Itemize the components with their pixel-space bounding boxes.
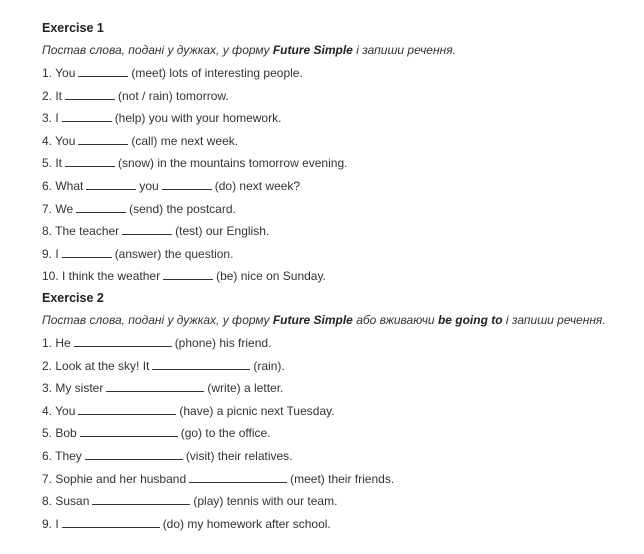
answer-blank[interactable]	[85, 447, 183, 460]
item-lead: 9. I	[42, 516, 59, 531]
item-rest: (meet) their friends.	[290, 471, 395, 486]
exercise-item	[42, 62, 632, 85]
answer-blank[interactable]	[152, 357, 250, 370]
instruction-text: або вживаючи	[352, 312, 438, 327]
answer-blank[interactable]	[78, 402, 176, 415]
instruction-bold: Future Simple	[272, 43, 353, 57]
item-lead: 9. I	[42, 246, 59, 261]
answer-blank[interactable]	[62, 515, 160, 528]
item-rest: (not / rain) tomorrow.	[118, 88, 229, 103]
exercise-item	[42, 198, 632, 221]
item-lead: 3. My sister	[42, 381, 104, 396]
item-rest: (help) you with your homework.	[114, 111, 282, 126]
item-lead: 6. What	[42, 178, 84, 193]
item-rest: (call) me next week.	[131, 133, 239, 148]
item-rest: (snow) in the mountains tomorrow evening.	[118, 156, 348, 171]
exercise-item	[42, 243, 632, 266]
item-lead: 8. The teacher	[42, 224, 120, 239]
item-middle: you	[139, 178, 159, 193]
exercise-item	[42, 107, 632, 130]
item-lead: 1. You	[42, 66, 76, 80]
exercise-item	[42, 332, 632, 355]
item-lead: 10. I think the weather	[42, 269, 161, 284]
exercise-2-instruction	[42, 309, 632, 332]
exercise-2-title: Exercise 2	[42, 290, 104, 305]
exercise-item	[42, 513, 632, 536]
item-rest: (visit) their relatives.	[185, 448, 293, 463]
exercise-item	[42, 377, 632, 400]
answer-blank[interactable]	[80, 424, 178, 437]
answer-blank[interactable]	[162, 177, 212, 190]
answer-blank[interactable]	[106, 379, 204, 392]
item-rest: (answer) the question.	[114, 246, 234, 261]
answer-blank[interactable]	[92, 492, 190, 505]
item-rest: (write) a letter.	[207, 381, 284, 396]
exercise-item	[42, 490, 632, 513]
worksheet	[42, 18, 632, 535]
item-rest: (do) next week?	[214, 178, 301, 193]
answer-blank[interactable]	[76, 200, 126, 213]
answer-blank[interactable]	[122, 222, 172, 235]
answer-blank[interactable]	[74, 334, 172, 347]
answer-blank[interactable]	[65, 154, 115, 167]
item-rest: (be) nice on Sunday.	[216, 269, 326, 284]
item-rest: (have) a picnic next Tuesday.	[179, 403, 335, 418]
item-lead: 4. You	[42, 403, 76, 418]
answer-blank[interactable]	[78, 64, 128, 77]
exercise-1-title: Exercise 1	[42, 21, 104, 35]
answer-blank[interactable]	[62, 245, 112, 258]
instruction-text: Постав слова, подані у дужках, у форму	[42, 43, 273, 57]
exercise-item	[42, 152, 632, 175]
item-lead: 4. You	[42, 133, 76, 148]
instruction-bold: be going to	[437, 312, 503, 327]
item-rest: (send) the postcard.	[129, 201, 236, 216]
exercise-item	[42, 355, 632, 378]
item-lead: 2. It	[42, 88, 63, 103]
item-lead: 7. We	[42, 201, 74, 216]
item-rest: (do) my homework after school.	[162, 516, 331, 531]
instruction-bold: Future Simple	[272, 312, 353, 327]
exercise-item	[42, 265, 632, 288]
answer-blank[interactable]	[65, 87, 115, 100]
item-rest: (go) to the office.	[180, 426, 271, 441]
exercise-item	[42, 220, 632, 243]
item-lead: 7. Sophie and her husband	[42, 471, 187, 486]
answer-blank[interactable]	[78, 132, 128, 145]
answer-blank[interactable]	[86, 177, 136, 190]
exercise-item	[42, 85, 632, 108]
item-rest: (test) our English.	[175, 224, 270, 239]
item-lead: 2. Look at the sky! It	[42, 358, 150, 373]
item-lead: 3. I	[42, 111, 59, 126]
answer-blank[interactable]	[189, 470, 287, 483]
exercise-item	[42, 130, 632, 153]
instruction-text: і запиши речення.	[352, 43, 456, 57]
item-lead: 8. Susan	[42, 494, 90, 509]
instruction-text: Постав слова, подані у дужках, у форму	[42, 312, 273, 327]
instruction-text: і запиши речення.	[502, 312, 606, 327]
exercise-item	[42, 422, 632, 445]
item-lead: 6. They	[42, 448, 82, 463]
item-rest: (meet) lots of interesting people.	[131, 66, 303, 80]
item-rest: (rain).	[253, 358, 285, 373]
item-rest: (phone) his friend.	[174, 335, 272, 350]
exercise-item	[42, 445, 632, 468]
answer-blank[interactable]	[163, 267, 213, 280]
exercise-item	[42, 175, 632, 198]
answer-blank[interactable]	[62, 109, 112, 122]
item-lead: 1. He	[42, 335, 71, 350]
item-lead: 5. It	[42, 156, 63, 171]
exercise-item	[42, 400, 632, 423]
item-rest: (play) tennis with our team.	[193, 494, 338, 509]
item-lead: 5. Bob	[42, 426, 77, 441]
exercise-1-instruction	[42, 39, 632, 62]
exercise-item	[42, 468, 632, 491]
